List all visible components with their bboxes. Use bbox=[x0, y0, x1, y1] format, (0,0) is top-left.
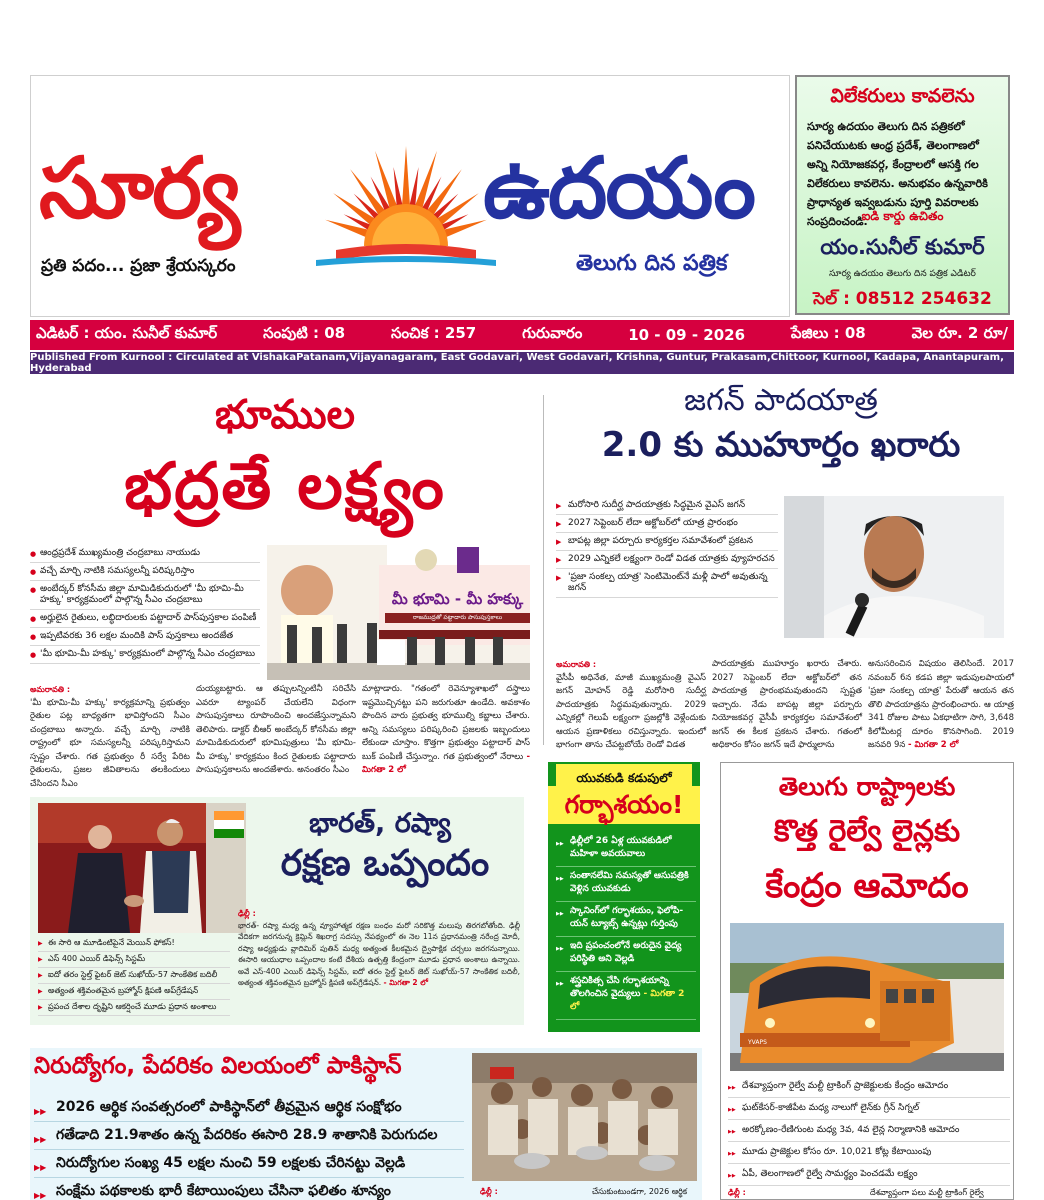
ad-free-id-note: ఐడి కార్డు ఉచితం bbox=[861, 209, 944, 223]
pakistan-body-snippet: చేసుకుంటుండగా, 2026 ఆర్థిక bbox=[592, 1187, 688, 1196]
list-item: ▶▶ స్కానింగ్‌లో గర్భాశయం, ఫెలోపి-యన్ ట్యూబ్స్ ఉన్నట్లు గుర్తింపు bbox=[556, 902, 696, 937]
editor-label: ఎడిటర్ : యం. సునీల్ కుమార్ bbox=[36, 324, 218, 342]
list-item: ▶ బాపట్ల జిల్లా పర్చూరు కార్యకర్తల సమావేశంలో ప్రకటన bbox=[556, 533, 778, 551]
ad-body: సూర్య ఉదయం తెలుగు దిన పత్రికలో పనిచేయుటకు ఆంధ్ర ప్రదేశ్, తెలంగాణలో అన్ని నియోజకవర్గ, కేంద్రాలలో ఆసక్తి గల విలేకరులు కావలెను. అనుభవం ఉన్నవారికి ప్రాధాన్యత ఇవ్వబడును పూర్తి వివరాలకు సంప్రదించండి. bbox=[807, 120, 988, 228]
list-item: ▶▶ నిరుద్యోగుల సంఖ్య 45 లక్షల నుంచి 59 లక్షలకు చేరినట్టు వెల్లడి bbox=[34, 1150, 464, 1178]
reporters-wanted-ad bbox=[795, 75, 1010, 315]
jagan-body-col-1: అమరావతి : వైసీపీ అధినేత, మాజీ ముఖ్యమంత్రి వైఎస్ జగన్ మోహన్ రెడ్డి మరోసారి సుదీర్ఘ పాదయాత్రకు సిద్ధమవుతున్నారు. 2029 ఎన్నికల్లో గెలుపే లక్ష్యంగా ప్రజల్లోకి వెళ్లేందుకు ఆయన ప్రణాళికలు రచిస్తున్నారు. ఇందులో భాగంగా తాను చేపట్టబోయే రెండో విడత bbox=[556, 660, 706, 750]
jagan-kicker: జగన్ పాదయాత్ర bbox=[684, 383, 878, 418]
list-item: ● వచ్చే మార్చి నాటికి సమస్యలన్నీ పరిష్కరిస్తాం bbox=[30, 563, 260, 581]
jagan-photo bbox=[784, 496, 1004, 638]
railway-body-snippet: దేశవ్యాప్తంగా పలు మల్టీ ట్రాకింగ్ రైల్వే bbox=[870, 1188, 984, 1197]
youth-kicker: యువకుడి కడుపులో bbox=[556, 764, 692, 792]
ad-title: విలేకరులు కావలెను bbox=[830, 85, 975, 107]
india-russia-kicker: భారత్, రష్యా bbox=[309, 808, 451, 839]
list-item: ● ఇప్పటివరకు 36 లక్షల మందికి పాస్ పుస్తకాలు అందజేత bbox=[30, 628, 260, 646]
list-item: ▶▶ 2026 ఆర్థిక సంవత్సరంలో పాకిస్థాన్‌లో తీవ్రమైన ఆర్థిక సంక్షోభం bbox=[34, 1094, 464, 1122]
youth-bullet-list bbox=[556, 832, 696, 1020]
photo-banner-title: మీ భూమి - మీ హక్కు bbox=[391, 590, 524, 608]
list-item: ▶ అత్యంత శక్తివంతమైన బ్రహ్మోస్ క్షిపణి అప్‌గ్రేడేషన్ bbox=[38, 984, 230, 1000]
logo-text-left: సూర్య bbox=[39, 138, 239, 237]
column-divider bbox=[543, 395, 544, 745]
list-item: ▶ ఈ సారి ఆ మూడింటిపైనే మెయిన్ ఫోకస్! bbox=[38, 936, 230, 952]
pakistan-bullet-list bbox=[34, 1094, 464, 1200]
pakistan-byline: ఢిల్లీ : bbox=[480, 1187, 498, 1196]
ad-editor-name: యం.సునీల్ కుమార్ bbox=[820, 235, 985, 259]
railway-byline: ఢిల్లీ : bbox=[728, 1188, 746, 1197]
list-item: ● అర్హులైన రైతులు, లబ్ధిదారులకు పట్టాదార్ పాస్‌పుస్తకాల పంపిణీ bbox=[30, 610, 260, 628]
india-russia-byline: ఢిల్లీ : bbox=[238, 909, 256, 918]
railway-bullet-list bbox=[728, 1076, 1010, 1186]
india-russia-bullet-list bbox=[38, 936, 230, 1016]
list-item: ▶▶ మూడు ప్రాజెక్టుల కోసం రూ. 10,021 కోట్ల కేటాయింపు bbox=[728, 1142, 1010, 1164]
jagan-headline: 2.0 కు ముహూర్తం ఖరారు bbox=[601, 425, 961, 465]
india-russia-continued: - మిగతా 2 లో bbox=[383, 978, 428, 987]
masthead bbox=[30, 75, 790, 317]
lead-byline: అమరావతి : bbox=[30, 685, 71, 694]
masthead-subtitle: తెలుగు దిన పత్రిక bbox=[576, 251, 728, 276]
list-item: ▶ మరోసారి సుదీర్ఘ పాదయాత్రకు సిద్ధమైన వైఎస్ జగన్ bbox=[556, 497, 778, 515]
train-photo bbox=[730, 923, 1004, 1071]
modi-putin-photo bbox=[38, 803, 246, 933]
list-item: ▶ ఎస్ 400 ఎయిర్ డిఫెన్స్ సిస్టమ్ bbox=[38, 952, 230, 968]
list-item: ▶ ఐదో తరం స్టెల్త్ ఫైటర్ జెట్ సుఖోయ్-57 సాంకేతిక బదిలీ bbox=[38, 968, 230, 984]
train-code: YVAPS bbox=[748, 1039, 767, 1046]
lead-body-col-1: అమరావతి : 'మీ భూమి-మీ హక్కు' కార్యక్రమాన్ని ప్రభుత్వం రైతుల పట్ల బాధ్యతగా భావిస్తోందని సీఎం చంద్రబాబు అన్నారు. వచ్చే మార్చి నాటికి రాష్ట్రంలో భూ సమస్యలన్నీ పరిష్కరిస్తామని స్పష్టం చేశారు. గత ప్రభుత్వం రీ సర్వే పేరిట రైతులను, ప్రజల జీవితాలను తలకిందులు చేసిందని సీఎం bbox=[30, 685, 190, 789]
list-item: ● అంబేద్కర్ కోనసీమ జిల్లా మామిడికుదురులో 'మీ భూమి-మీ హక్కు' కార్యక్రమంలో పాల్గొన్న సీఎం చంద్రబాబు bbox=[30, 581, 260, 610]
list-item: ▶▶ సంతానలేమి సమస్యతో ఆసుపత్రికి వెళ్లిన యువకుడు bbox=[556, 867, 696, 902]
lead-headline: భద్రతే లక్ష్యం bbox=[124, 450, 446, 524]
pakistan-headline: నిరుద్యోగం, పేదరికం విలయంలో పాకిస్థాన్ bbox=[34, 1053, 402, 1079]
list-item: ▶ 2027 సెప్టెంబర్ లేదా అక్టోబర్‌లో యాత్ర ప్రారంభం bbox=[556, 515, 778, 533]
list-item: ● 'మీ భూమి-మీ హక్కు' కార్యక్రమంలో పాల్గొన్న సీఎం చంద్రబాబు bbox=[30, 646, 260, 664]
logo-text-right: ఉదయం bbox=[483, 138, 754, 237]
youth-headline: గర్భాశయం! bbox=[548, 786, 700, 824]
photo-banner-subtitle: రాజముద్రతో పట్టాదారు పాసుపుస్తకాలు bbox=[385, 613, 530, 623]
date-label: 10 - 09 - 2026 bbox=[628, 326, 746, 344]
list-item: ▶▶ ఘట్‌కేసర్-కాజీపేట మధ్య నాలుగో లైన్‌కు గ్రీన్ సిగ్నల్ bbox=[728, 1098, 1010, 1120]
india-russia-body: ఢిల్లీ : భారత్- రష్యా మధ్య ఉన్న వ్యూహాత్మక రక్షణ బంధం మరో సరికొత్త మలుపు తిరగబోతోంది. ఢిల్లీ వేదికగా జరగనున్న క్రెమ్లిన్ శిఖరాగ్ర సదస్సు నేపథ్యంలో ఈ నెల 11న ప్రధానమంత్రి నరేంద్ర మోదీ, రష్యా అధ్యక్షుడు వ్లాదిమిర్ పుతిన్ మధ్య అత్యంత కీలకమైన ద్వైపాక్షిక చర్చలు జరగనున్నాయి. ఈసారి ఆయుధాల ఒప్పందాల కంటే దేశీయ ఉత్పత్తి కేంద్రంగా మూడు ప్రధాన అంశాలు ఉన్నాయి. అవే ఎస్-400 ఎయిర్ డిఫెన్స్ సిస్టమ్, ఐదో తరం స్టెల్త్ ఫైటర్ జెట్ సుఖోయ్-57 సాంకేతిక బదిలీ, అత్యంత శక్తివంతమైన బ్రహ్మోస్ క్షిపణి అప్‌గ్రేడేషన్. - మిగతా 2 లో bbox=[238, 909, 520, 987]
pakistan-crowd-photo bbox=[472, 1053, 697, 1181]
list-item: ▶▶ గతేడాది 21.9శాతం ఉన్న పేదరికం ఈసారి 28.9 శాతానికి పెరుగుదల bbox=[34, 1122, 464, 1150]
rising-sun-logo-icon bbox=[299, 138, 514, 268]
railway-headline-line-2: కేంద్రం ఆమోదం bbox=[765, 866, 969, 906]
day-label: గురువారం bbox=[522, 324, 583, 342]
jagan-bullet-list bbox=[556, 497, 778, 598]
jagan-continued: - మిగతా 2 లో bbox=[908, 740, 959, 750]
cm-event-photo bbox=[267, 545, 530, 680]
list-item: ▶▶ సంక్షేమ పథకాలకు భారీ కేటాయింపులు చేసినా ఫలితం శూన్యం bbox=[34, 1178, 464, 1200]
list-item: ▶▶ అరక్కోణం-రేణిగుంట మధ్య 3వ, 4వ లైన్ల నిర్మాణానికి ఆమోదం bbox=[728, 1120, 1010, 1142]
list-item: ▶▶ ఇది ప్రపంచంలోనే అరుదైన వైద్య పరిస్థితి అని వెల్లడి bbox=[556, 937, 696, 972]
list-item: ▶ 2029 ఎన్నికలే లక్ష్యంగా రెండో విడత యాత్రకు వ్యూహరచన bbox=[556, 551, 778, 569]
list-item: ▶▶ ఢిల్లీలో 26 ఏళ్ల యువకుడిలో మహిళా అవయవాలు bbox=[556, 832, 696, 867]
railway-headline-line-1: కొత్త రైల్వే లైన్లకు bbox=[773, 814, 961, 849]
masthead-tagline: ప్రతి పదం... ప్రజా శ్రేయస్కరం bbox=[41, 256, 236, 276]
issue-label: సంచిక : 257 bbox=[390, 324, 477, 342]
india-russia-headline: రక్షణ ఒప్పందం bbox=[280, 843, 490, 884]
lead-kicker: భూముల bbox=[215, 392, 355, 438]
lead-continued: - మిగతా 2 లో bbox=[362, 751, 530, 775]
publication-line: Published From Kurnool : Circulated at VishakaPatanam,Vijayanagaram, East Godavari, West Godavari, Krishna, Guntur, Prakasam,Chittoor, Kurnool, Kadapa, Anantapuram, Hyderabad bbox=[30, 352, 1014, 374]
list-item: ● ఆంధ్రప్రదేశ్ ముఖ్యమంత్రి చంద్రబాబు నాయుడు bbox=[30, 545, 260, 563]
volume-label: సంపుటి : 08 bbox=[263, 324, 346, 342]
railway-kicker: తెలుగు రాష్ట్రాలకు bbox=[778, 772, 956, 801]
edition-info-bar bbox=[30, 320, 1014, 350]
price-label: వెల రూ. 2 రూ/ bbox=[911, 324, 1008, 342]
lead-bullet-list bbox=[30, 545, 260, 664]
list-item: ▶▶ శస్త్రచికిత్స చేసి గర్భాశయాన్ని తొలగించిన వైద్యులు - మిగతా 2 లో bbox=[556, 972, 696, 1020]
jagan-body-col-3: అనుసరించిన విషయం తెలిసిందే. 2017 నవంబర్ 6న కడప జిల్లా ఇడుపులపాయలో 'ప్రజా సంకల్ప యాత్ర' పేరుతో ఆయన తన తొలి పాదయాత్రను ప్రారంభించారు. ఆ యాత్ర 341 రోజుల పాటు ఏకధాటిగా సాగి, 3,648 కిలోమీటర్ల దూరం కొనసాగింది. 2019 జనవరి 9న - మిగతా 2 లో bbox=[868, 659, 1014, 750]
lead-body-col-3: మాట్లాడారు. "గతంలో రెవెన్యూశాఖలో దస్త్రాలు ఇష్టమొచ్చినట్టు పని జరుగుతూ ఉండేది. అవకాశం పొందిన వారు ప్రభుత్వ భూముల్ని కబ్జాలు చేశారు. అన్ని సమస్యలు పరిష్కరించి ప్రజలకు ఇబ్బందులు లేకుండా చూస్తాం. కొత్తగా ప్రభుత్వం పట్టాదార్ పాస్ బుక్ పంపిణీ చేస్తున్నాం. గత ప్రభుత్వంలో నేరాలు - మిగతా 2 లో bbox=[362, 684, 530, 775]
jagan-body-col-2: పాదయాత్రకు ముహూర్తం ఖరారు చేశారు. 2027 సెప్టెంబర్ లేదా అక్టోబర్‌లో తన పాదయాత్ర ప్రారంభమవుతుందని స్పష్టత ఇచ్చారు. నేడు బాపట్ల జిల్లా పర్చూరు నియోజకవర్గ వైసీపీ కార్యకర్తల సమావేశంలో జగన్ ఈ కీలక ప్రకటన చేశారు. గతంలో అధికారం కోసం జగన్ ఇదే ఫార్ములాను bbox=[712, 659, 862, 750]
youth-continued: - మిగతా 2 లో bbox=[570, 989, 685, 1012]
ad-phone: సెల్ : 08512 254632 bbox=[813, 289, 992, 309]
ad-editor-role: సూర్య ఉదయం తెలుగు దిన పత్రిక ఎడిటర్ bbox=[829, 269, 976, 279]
list-item: ▶▶ దేశవ్యాప్తంగా రైల్వే మల్టీ ట్రాకింగ్ ప్రాజెక్టులకు కేంద్రం ఆమోదం bbox=[728, 1076, 1010, 1098]
list-item: ▶ 'ప్రజా సంకల్ప యాత్ర' సెంటిమెంట్‌నే మళ్లీ పాలో అవుతున్న జగన్ bbox=[556, 569, 778, 598]
jagan-byline: అమరావతి : bbox=[556, 660, 597, 669]
list-item: ▶▶ ఏపీ, తెలంగాణలో రైల్వే సామర్థ్యం పెంచడమే లక్ష్యం bbox=[728, 1164, 1010, 1186]
pages-label: పేజిలు : 08 bbox=[790, 324, 866, 342]
lead-body-col-2: దుయ్యబట్టారు. ఆ తప్పులన్నింటినీ సరిచేసి ఎవరూ ట్యాంపర్ చేయలేని విధంగా పాసుపుస్తకాలు రూపొందించి అందజేస్తున్నామని తెలిపారు. డాక్టర్ బీఆర్ అంబేద్కర్ కోనసీమ జిల్లా మామిడికుదురులో భూమిపుత్రులు 'మీ భూమి- మీ హక్కు' కార్యక్రమం కింద రైతులకు పట్టాదారు పాసుపుస్తకాలను అందజేశారు. అనంతరం సీఎం bbox=[196, 684, 356, 775]
list-item: ▶ ప్రపంచ దేశాల దృష్టిని ఆకర్షించే మూడు ప్రధాన అంశాలు bbox=[38, 1000, 230, 1016]
